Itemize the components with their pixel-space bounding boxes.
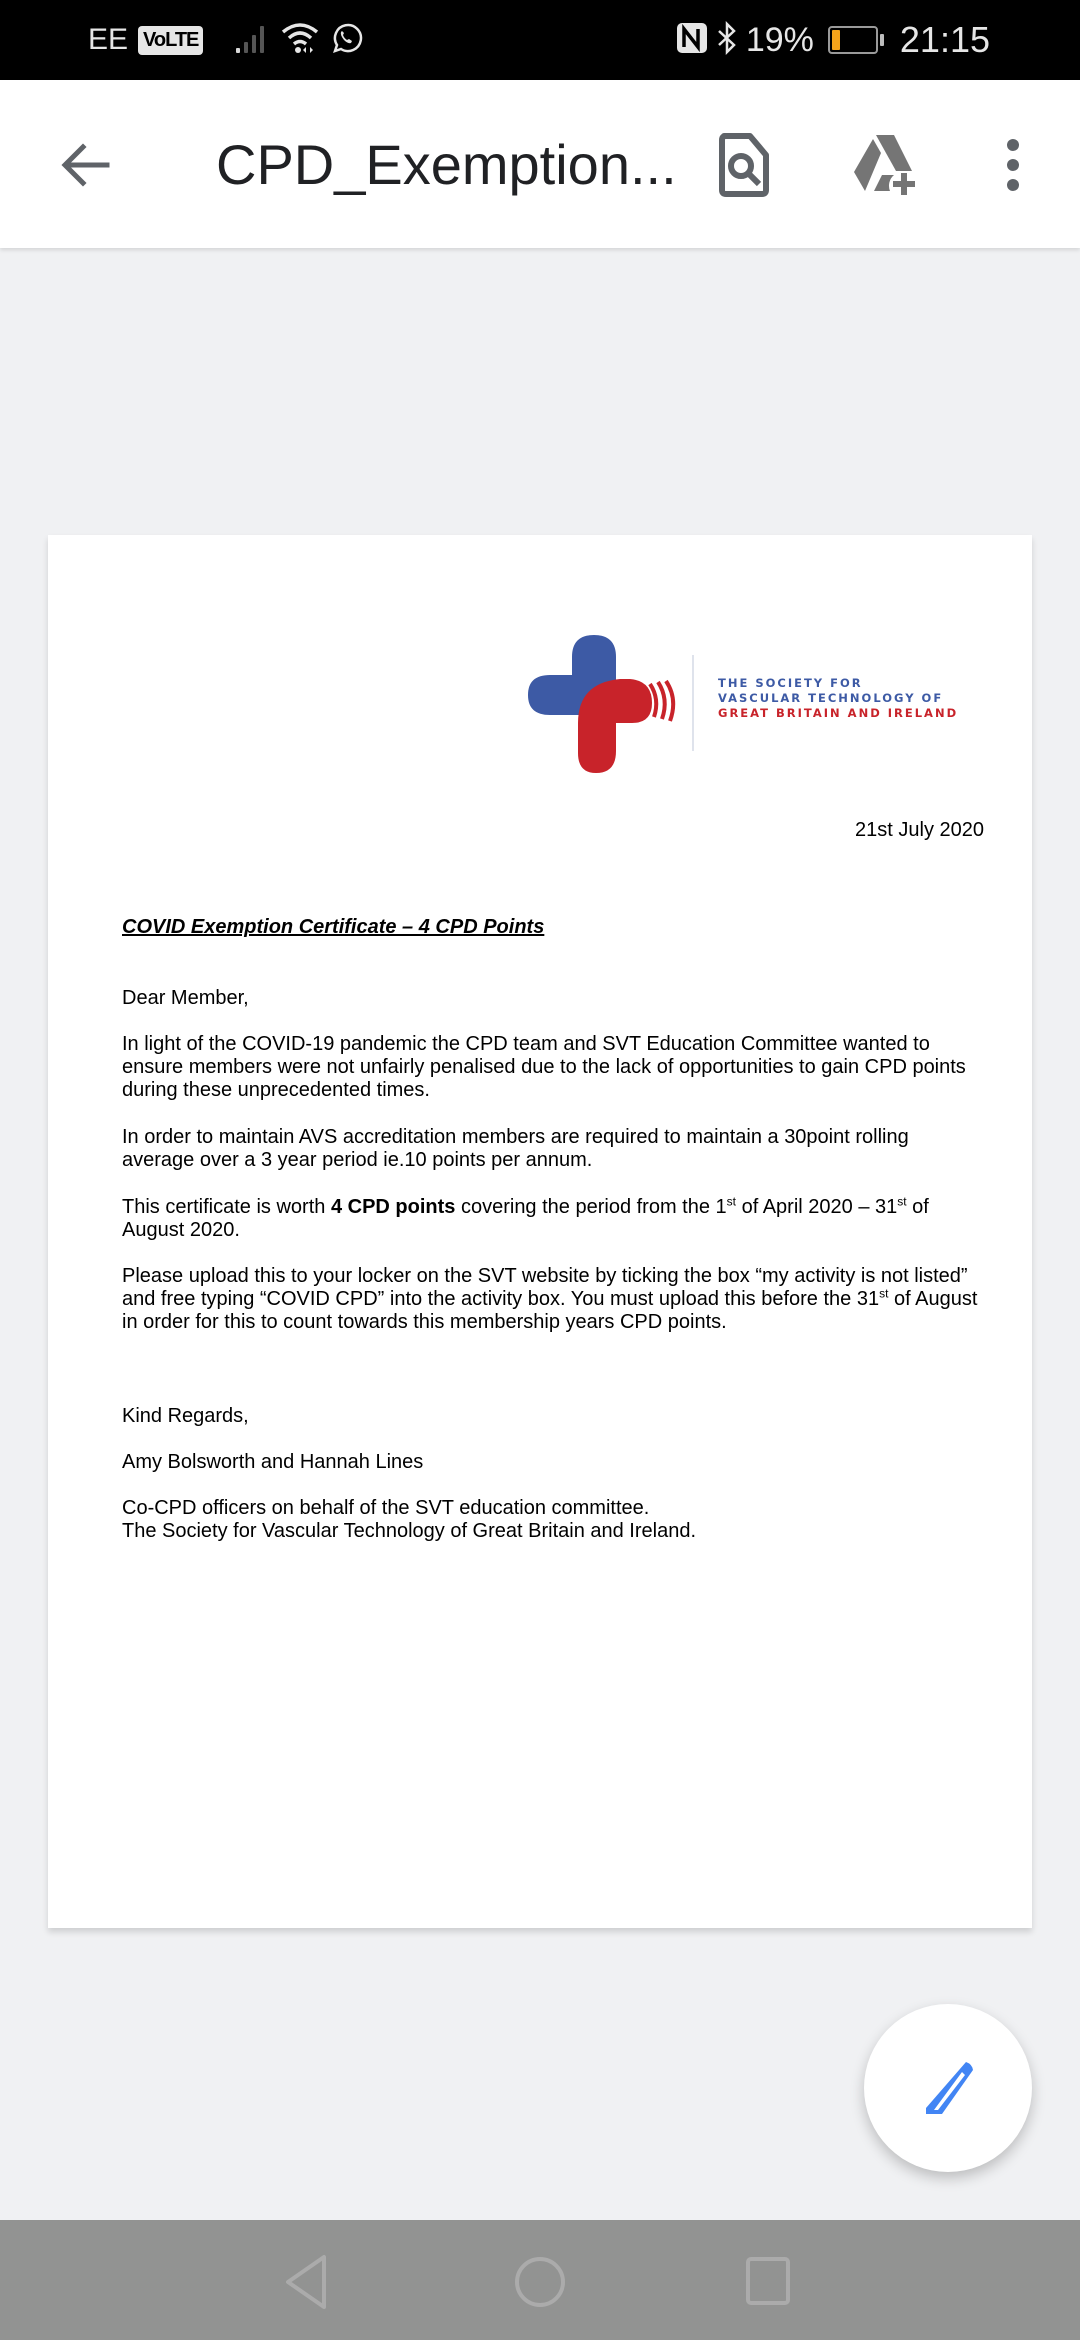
nav-recents-button[interactable] <box>734 2250 804 2314</box>
para3-post: of August 2020. <box>122 1196 929 1241</box>
closing: Kind Regards, <box>122 1405 249 1427</box>
volte-badge: VoLTE <box>138 26 203 55</box>
back-button[interactable] <box>50 130 120 200</box>
para3-mid1: covering the period from the 1 <box>455 1196 727 1218</box>
logo-text-line-3: GREAT BRITAIN AND IRELAND <box>718 706 959 720</box>
wifi-icon <box>281 21 319 60</box>
para3-pre: This certificate is worth <box>122 1196 331 1218</box>
file-search-icon <box>718 133 770 197</box>
nav-back-icon <box>284 2254 330 2310</box>
app-bar <box>0 80 1080 248</box>
role-line-2: The Society for Vascular Technology of Great Britain and Ireland. <box>122 1520 697 1542</box>
status-bar-right <box>676 16 990 64</box>
clock: 21:15 <box>899 19 990 60</box>
whatsapp-icon <box>329 21 363 60</box>
document-page[interactable] <box>48 535 1032 1928</box>
para3-mid2: of April 2020 – 31 <box>736 1196 898 1218</box>
document-title: CPD_Exemption... <box>216 133 677 196</box>
nav-back-button[interactable] <box>272 2250 342 2314</box>
status-bar-left <box>88 18 363 62</box>
letter-date: 21st July 2020 <box>855 819 984 841</box>
more-vert-icon <box>1003 137 1023 193</box>
paragraph-upload-instructions <box>122 1265 982 1334</box>
para4-post: of August in order for this to count towards this membership years CPD points. <box>122 1288 978 1333</box>
edit-pencil-icon <box>918 2058 978 2118</box>
status-bar <box>0 0 1080 80</box>
paragraph-covid: In light of the COVID-19 pandemic the CPD team and SVT Education Committee wanted to ensure members were not unfairly penalised due to the lack of opportunities to gain CPD points during these unprecedented times. <box>122 1033 966 1101</box>
carrier-name: EE <box>88 23 129 56</box>
battery-percent: 19% <box>745 20 814 59</box>
salutation: Dear Member, <box>122 987 249 1009</box>
logo-text-line-2: VASCULAR TECHNOLOGY OF <box>718 691 944 705</box>
logo-text-line-1: THE SOCIETY FOR <box>718 676 863 690</box>
superscript: st <box>726 1194 737 1209</box>
navigation-bar <box>0 2220 1080 2340</box>
svt-logo-mark-icon <box>528 635 678 775</box>
edit-fab-button[interactable] <box>864 2004 1032 2172</box>
battery-icon <box>828 26 884 54</box>
logo-text <box>718 676 958 721</box>
nav-home-icon <box>512 2254 568 2310</box>
superscript: st <box>879 1286 889 1301</box>
arrow-back-icon <box>59 139 111 191</box>
paragraph-certificate-worth <box>122 1196 982 1242</box>
nfc-icon <box>676 21 708 60</box>
certificate-heading: COVID Exemption Certificate – 4 CPD Points <box>122 916 545 938</box>
add-to-drive-button[interactable] <box>852 130 922 200</box>
find-in-document-button[interactable] <box>709 130 779 200</box>
para4-pre: Please upload this to your locker on the SVT website by ticking the box “my activity is not listed” and free typing “COVID CPD” into the activity box. You must upload this before the 31 <box>122 1265 968 1310</box>
signal-icon <box>235 21 271 60</box>
drive-add-icon <box>852 133 922 197</box>
paragraph-accreditation: In order to maintain AVS accreditation members are required to maintain a 30point rolling average over a 3 year period ie.10 points per annum. <box>122 1126 909 1171</box>
bluetooth-icon <box>716 21 738 60</box>
nav-home-button[interactable] <box>505 2250 575 2314</box>
cpd-points-bold: 4 CPD points <box>330 1196 456 1218</box>
more-options-button[interactable] <box>978 130 1048 200</box>
nav-recents-icon <box>744 2256 794 2308</box>
logo-divider <box>692 655 694 751</box>
superscript: st <box>897 1194 907 1209</box>
role-line-1: Co-CPD officers on behalf of the SVT education committee. <box>122 1497 650 1519</box>
signatories: Amy Bolsworth and Hannah Lines <box>122 1451 424 1473</box>
